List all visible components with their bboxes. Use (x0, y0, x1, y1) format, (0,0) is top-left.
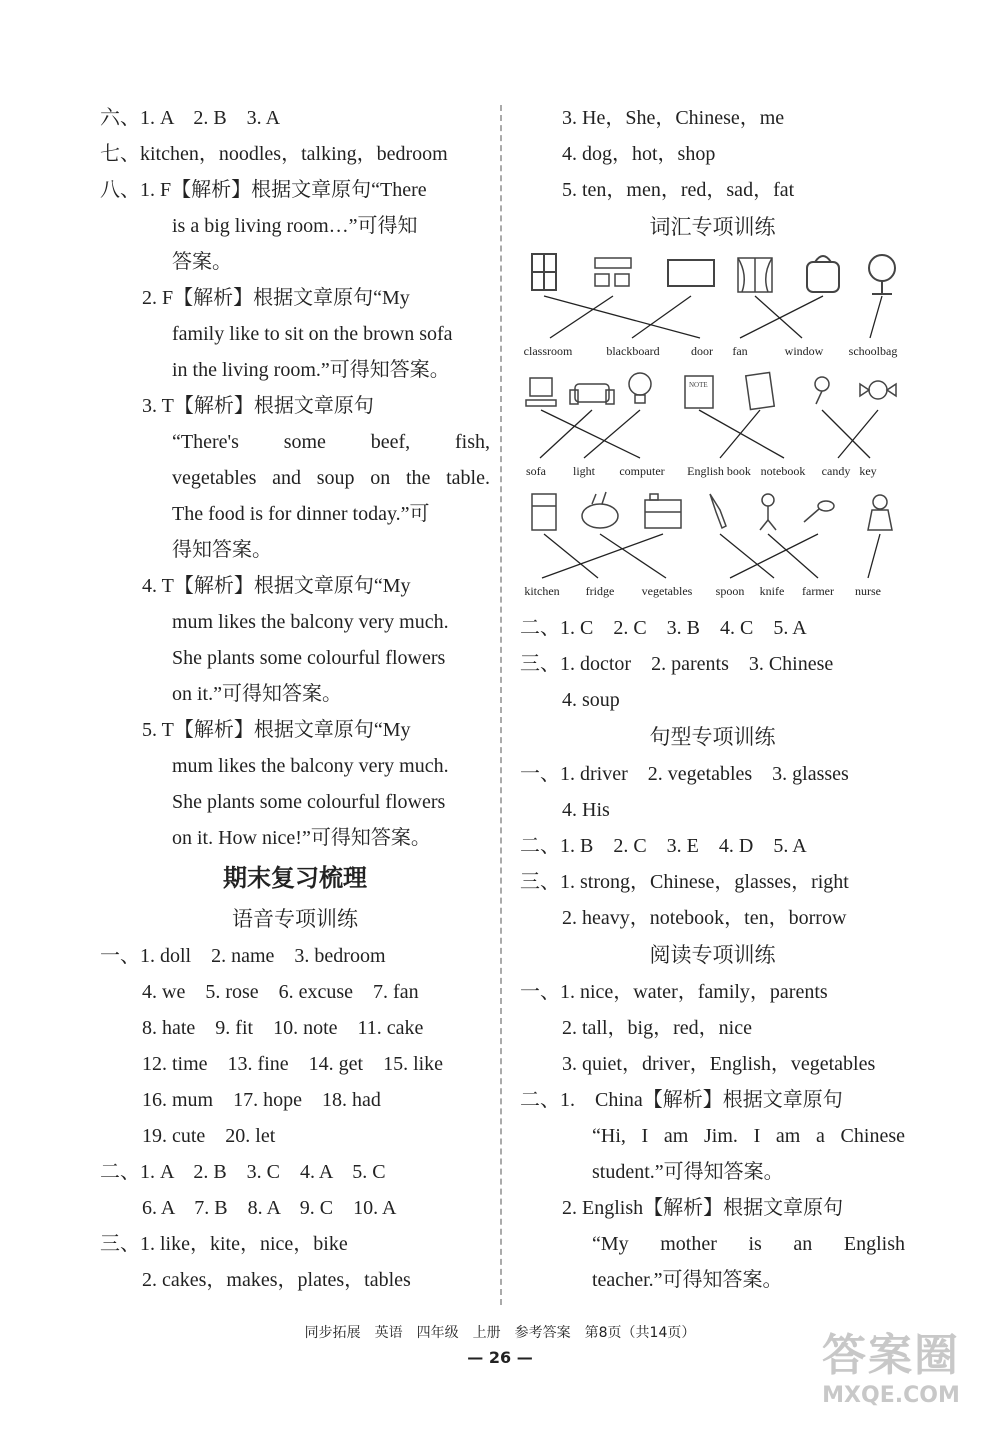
word-door: door (691, 344, 713, 358)
footer-info: 同步拓展 英语 四年级 上册 参考答案 第8页（共14页） (304, 1325, 696, 1341)
word-english-book: English book (687, 464, 751, 478)
word-schoolbag: schoolbag (848, 344, 898, 358)
spoon-picture (804, 501, 834, 522)
answer-8-4-line3: She plants some colourful flowers (172, 647, 446, 669)
word-candy: candy (821, 464, 851, 478)
reading-2-1-line3: student.”可得知答案。 (592, 1161, 784, 1183)
sentence-1-line1: 一、1. driver 2. vegetables 3. glasses (520, 763, 849, 785)
sentence-2: 二、1. B 2. C 3. E 4. D 5. A (520, 835, 807, 857)
notebook-picture (685, 376, 713, 408)
svg-text:NOTE: NOTE (689, 381, 708, 389)
phonics-1-line1: 一、1. doll 2. name 3. bedroom (100, 945, 386, 967)
answer-8-5-line2: mum likes the balcony very much. (172, 755, 449, 777)
answer-8-4-line4: on it.”可得知答案。 (172, 683, 342, 705)
answer-8-1-line2: is a big living room…”可得知 (172, 215, 418, 237)
sofa-picture (570, 384, 614, 404)
answer-8-4-line2: mum likes the balcony very much. (172, 611, 449, 633)
word-kitchen: kitchen (524, 584, 560, 598)
sentence-title: 句型专项训练 (649, 725, 776, 749)
schoolbag-picture (807, 256, 839, 292)
reading-1-line1: 一、1. nice，water，family，parents (520, 981, 828, 1003)
light-picture (629, 373, 651, 403)
phonics-3-line3: 3. He，She，Chinese，me (562, 107, 785, 129)
left-column (100, 100, 490, 1298)
sentence-1-line2: 4. His (562, 799, 610, 821)
word-fridge: fridge (585, 584, 615, 598)
sentence-3-line2: 2. heavy，notebook，ten，borrow (562, 907, 847, 929)
page-number: — 26 — (467, 1348, 533, 1367)
answer-8-2-line2: family like to sit on the brown sofa (172, 323, 453, 345)
word-computer: computer (619, 464, 665, 478)
word-sofa: sofa (526, 464, 546, 478)
window-picture (738, 258, 772, 292)
phonics-1-line4: 12. time 13. fine 14. get 15. like (142, 1053, 444, 1075)
phonics-1-line5: 16. mum 17. hope 18. had (142, 1089, 381, 1111)
answer-8-5-line3: She plants some colourful flowers (172, 791, 446, 813)
watermark-url: MXQE.COM (822, 1383, 960, 1408)
word-vegetables: vegetables (641, 584, 693, 598)
door-picture (532, 254, 556, 290)
watermark-title: 答案圈 (822, 1330, 960, 1381)
farmer-picture (760, 494, 776, 530)
vocab-matching-row-2 (520, 370, 905, 486)
reading-title: 阅读专项训练 (649, 943, 776, 967)
vocab-3-line2: 4. soup (562, 689, 620, 711)
sentence-3-line1: 三、1. strong，Chinese，glasses，right (520, 871, 849, 893)
fridge-picture (532, 494, 556, 530)
answer-8-3-line5: 得知答案。 (172, 539, 272, 561)
vocab-2: 二、1. C 2. C 3. B 4. C 5. A (520, 617, 807, 639)
word-spoon: spoon (715, 584, 745, 598)
reading-1-line3: 3. quiet，driver，English，vegetables (562, 1053, 876, 1075)
fan-picture (869, 255, 895, 294)
phonics-1-line6: 19. cute 20. let (142, 1125, 276, 1147)
word-blackboard: blackboard (606, 344, 660, 358)
vegetables-picture (582, 492, 618, 528)
vocab-3-line1: 三、1. doctor 2. parents 3. Chinese (520, 653, 834, 675)
answer-section-7: 七、kitchen，noodles，talking，bedroom (100, 143, 448, 165)
answer-8-3-line2: “There's some beef, fish, (172, 431, 490, 453)
phonics-2-line2: 6. A 7. B 8. A 9. C 10. A (142, 1197, 397, 1219)
phonics-1-line3: 8. hate 9. fit 10. note 11. cake (142, 1017, 424, 1039)
answer-8-5-line1: 5. T【解析】根据文章原句“My (142, 719, 411, 741)
word-window: window (784, 344, 824, 358)
right-column (520, 100, 905, 1298)
reading-2-2-line2: “My mother is an English (592, 1233, 905, 1255)
phonics-2-line1: 二、1. A 2. B 3. C 4. A 5. C (100, 1161, 386, 1183)
answer-section-6: 六、1. A 2. B 3. A (100, 107, 281, 129)
reading-1-line2: 2. tall，big，red，nice (562, 1017, 752, 1039)
english-book-picture (746, 372, 774, 409)
vocab-matching-row-3 (520, 490, 905, 606)
matching-lines-row-2 (540, 410, 878, 458)
computer-picture (526, 378, 556, 406)
classroom-picture (595, 258, 631, 286)
word-nurse: nurse (855, 584, 881, 598)
vocab-matching-row-1 (520, 250, 905, 366)
answer-8-3-line1: 3. T【解析】根据文章原句 (142, 395, 374, 417)
word-notebook: notebook (760, 464, 806, 478)
answer-8-4-line1: 4. T【解析】根据文章原句“My (142, 575, 411, 597)
phonics-3-line5: 5. ten，men，red，sad，fat (562, 179, 795, 201)
nurse-picture (868, 495, 892, 530)
watermark-logo (822, 1319, 960, 1408)
vocab-title: 词汇专项训练 (649, 215, 776, 239)
matching-lines-row-3 (542, 534, 880, 578)
reading-2-1-line2: “Hi, I am Jim. I am a Chinese (592, 1125, 905, 1147)
answer-8-2-line1: 2. F【解析】根据文章原句“My (142, 287, 410, 309)
word-farmer: farmer (802, 584, 834, 598)
answer-8-2-line3: in the living room.”可得知答案。 (172, 359, 450, 381)
phonics-title: 语音专项训练 (232, 907, 358, 931)
knife-picture (710, 494, 726, 528)
matching-lines-row-1 (544, 296, 882, 338)
reading-2-1-line1: 二、1. China【解析】根据文章原句 (520, 1089, 843, 1111)
reading-2-2-line3: teacher.”可得知答案。 (592, 1269, 783, 1291)
phonics-1-line2: 4. we 5. rose 6. excuse 7. fan (142, 981, 419, 1003)
answer-8-1-line3: 答案。 (172, 251, 232, 273)
word-light: light (572, 464, 596, 478)
key-picture (815, 377, 829, 404)
phonics-3-line4: 4. dog，hot，shop (562, 143, 716, 165)
review-title: 期末复习梳理 (223, 863, 367, 892)
phonics-3-line1: 三、1. like，kite，nice，bike (100, 1233, 348, 1255)
column-divider (500, 105, 502, 1305)
word-fan: fan (732, 344, 748, 358)
word-key: key (859, 464, 877, 478)
candy-picture (860, 381, 896, 399)
answer-8-3-line4: The food is for dinner today.”可 (172, 503, 430, 525)
answer-8-3-line3: vegetables and soup on the table. (172, 467, 490, 489)
reading-2-2-line1: 2. English【解析】根据文章原句 (562, 1197, 844, 1219)
phonics-3-line2: 2. cakes，makes，plates，tables (142, 1269, 411, 1291)
kitchen-picture (645, 494, 681, 528)
word-classroom: classroom (523, 344, 573, 358)
blackboard-picture (668, 260, 714, 286)
answer-8-5-line4: on it. How nice!”可得知答案。 (172, 827, 431, 849)
answer-8-1-line1: 八、1. F【解析】根据文章原句“There (100, 179, 427, 201)
matching-row-3-drawing (520, 490, 905, 606)
word-knife: knife (759, 584, 785, 598)
